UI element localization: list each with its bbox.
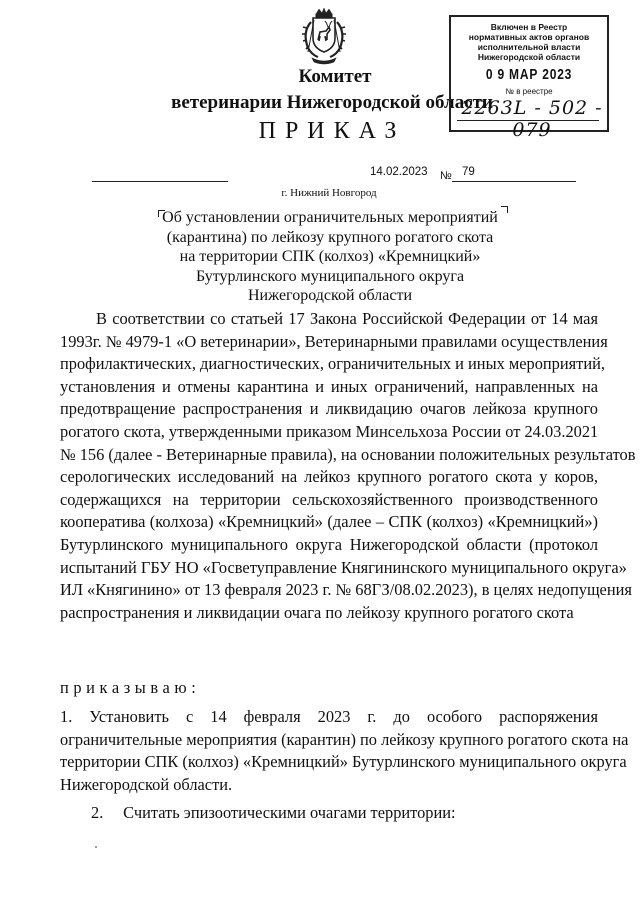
subject-line3: на территории СПК (колхоз) «Кремницкий» <box>179 248 481 265</box>
item1-line: Нижегородской области. <box>60 774 233 794</box>
stamp-line4: Нижегородской области <box>477 52 581 62</box>
preamble-line: ИЛ «Княгинино» от 13 февраля 2023 г. № 68ГЗ/08.02.2023), в целях недопущения <box>60 580 632 600</box>
item1-line: территории СПК (колхоз) «Кремницкий» Бутурлинского муниципального округа <box>60 752 627 772</box>
stamp-underline <box>457 120 599 121</box>
coat-of-arms-icon <box>296 8 352 66</box>
blank-line-left <box>92 181 228 182</box>
preamble <box>60 308 636 624</box>
order-item-1 <box>60 706 629 796</box>
item2-number: 2. <box>91 803 104 822</box>
subject-line5: Нижегородской области <box>247 287 412 304</box>
order-item-2 <box>91 803 456 823</box>
preamble-line: предотвращение распространения и ликвидацию очагов лейкоза крупного <box>60 399 598 419</box>
stamp-line3: исполнительной власти <box>477 42 581 52</box>
stamp-reg-label: № в реестре <box>505 87 553 96</box>
stamp-date: 0 9 МАР 2023 <box>485 66 573 83</box>
number-sign: № <box>440 170 452 182</box>
preamble-line: распространения и ликвидации очага по лейкозу крупного рогатого скота <box>60 602 574 622</box>
preamble-line: № 156 (далее - Ветеринарные правила), на основании положительных результатов <box>60 444 636 464</box>
stamp-line1: Включен в Реестр <box>490 22 568 32</box>
order-verb: приказываю: <box>60 678 201 697</box>
committee-line1: Комитет <box>298 66 372 87</box>
number-underline <box>452 181 576 182</box>
order-number: 79 <box>462 166 475 178</box>
stamp-reg-number: 2263L - 502 - 079 <box>461 97 603 141</box>
document-type-title: ПРИКАЗ <box>258 118 406 144</box>
subject-line4: Бутурлинского муниципального округа <box>195 267 465 285</box>
committee-line2: ветеринарии Нижегородской области <box>171 92 493 113</box>
preamble-line: серологических исследований на лейкоз крупного рогатого скота у коров, <box>60 467 598 487</box>
preamble-line: В соответствии со статьей 17 Закона Российской Федерации от 14 мая <box>96 309 598 328</box>
stamp-line2: нормативных актов органов <box>468 32 590 42</box>
subject-line1: Об установлении ограничительных мероприятий <box>162 209 498 226</box>
order-date: 14.02.2023 <box>370 166 428 178</box>
preamble-line: содержащихся на территории сельскохозяйственного производственного <box>60 489 598 509</box>
preamble-line: профилактических, диагностических, ограничительных и иных мероприятий, <box>60 354 605 374</box>
item2-text: Считать эпизоотическими очагами территории: <box>123 803 456 822</box>
preamble-line: испытаний ГБУ НО «Госветуправление Княгининского муниципального округа» <box>60 557 627 577</box>
item1-line: 1. Установить с 14 февраля 2023 г. до особого распоряжения <box>60 707 598 726</box>
preamble-line: установления и отмены карантина и иных ограничений, направленных на <box>60 376 598 396</box>
subject-line2: (карантина) по лейкозу крупного рогатого скота <box>166 228 494 246</box>
order-subject <box>150 208 510 306</box>
scan-speck <box>95 846 97 848</box>
preamble-line: рогатого скота, утвержденными приказом Минсельхоза России от 24.03.2021 <box>60 421 599 441</box>
preamble-line: Бутурлинского муниципального округа Нижегородской области (протокол <box>60 534 598 554</box>
preamble-line: кооператива (колхоза) «Кремницкий» (далее – СПК (колхоз) «Кремницкий») <box>60 512 598 532</box>
item1-line: ограничительные мероприятия (карантин) по лейкозу крупного рогатого скота на <box>60 729 629 749</box>
city: г. Нижний Новгород <box>281 187 377 199</box>
preamble-line: 1993г. № 4979-1 «О ветеринарии», Ветеринарными правилами осуществления <box>60 331 608 351</box>
registry-stamp <box>449 15 609 141</box>
